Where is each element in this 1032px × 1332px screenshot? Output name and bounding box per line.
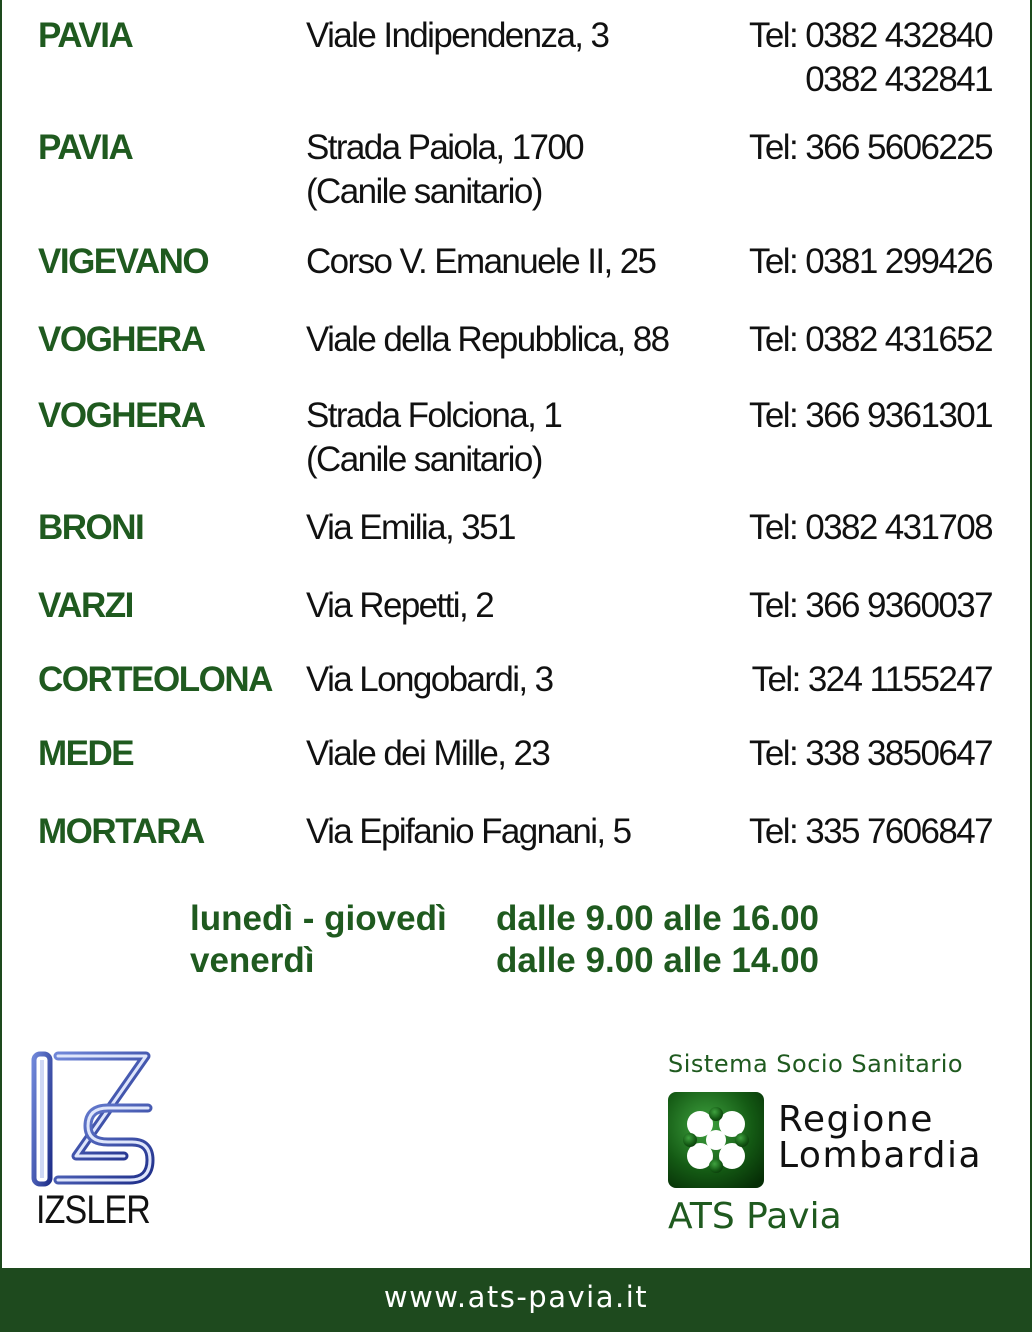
footer-bar bbox=[0, 1268, 1032, 1332]
office-phone bbox=[749, 240, 992, 284]
office-address bbox=[306, 584, 493, 628]
office-address bbox=[306, 126, 583, 214]
office-city: MEDE bbox=[38, 734, 134, 773]
address-line: Viale della Repubblica, 88 bbox=[306, 320, 669, 359]
office-address bbox=[306, 658, 553, 702]
region-name bbox=[778, 1099, 983, 1176]
website-link[interactable]: www.ats-pavia.it bbox=[383, 1280, 649, 1314]
phone-number[interactable]: Tel: 366 9361301 bbox=[749, 396, 992, 435]
address-line: Corso V. Emanuele II, 25 bbox=[306, 242, 656, 281]
office-address bbox=[306, 506, 515, 550]
phone-number[interactable]: Tel: 0381 299426 bbox=[749, 242, 992, 281]
phone-number[interactable]: Tel: 335 7606847 bbox=[749, 812, 992, 851]
office-address bbox=[306, 240, 655, 284]
hours-days: venerdì bbox=[190, 941, 315, 980]
office-address bbox=[306, 318, 669, 362]
izsler-label: IZSLER bbox=[36, 1188, 150, 1232]
office-phone bbox=[749, 126, 992, 170]
regione-lombardia-logo-icon bbox=[668, 1092, 764, 1188]
office-address bbox=[306, 394, 561, 482]
address-line: Via Repetti, 2 bbox=[306, 586, 494, 625]
left-border bbox=[0, 0, 2, 1268]
office-address bbox=[306, 810, 630, 854]
address-line: Strada Folciona, 1 bbox=[306, 396, 562, 435]
address-line: Via Longobardi, 3 bbox=[306, 660, 553, 699]
office-city: PAVIA bbox=[38, 128, 133, 167]
region-line-1: Regione bbox=[778, 1099, 934, 1140]
office-phone bbox=[749, 506, 992, 550]
phone-number[interactable]: Tel: 338 3850647 bbox=[749, 734, 992, 773]
office-city: VOGHERA bbox=[38, 320, 205, 359]
phone-number[interactable]: Tel: 366 5606225 bbox=[749, 128, 992, 167]
office-phone bbox=[749, 394, 992, 438]
office-phone bbox=[749, 318, 992, 362]
office-city: BRONI bbox=[38, 508, 144, 547]
address-line: Strada Paiola, 1700 bbox=[306, 128, 584, 167]
phone-number[interactable]: Tel: 0382 431708 bbox=[749, 508, 992, 547]
office-address bbox=[306, 732, 549, 776]
office-phone bbox=[749, 810, 992, 854]
office-city: VOGHERA bbox=[38, 396, 205, 435]
address-line: Viale dei Mille, 23 bbox=[306, 734, 550, 773]
phone-number[interactable]: Tel: 0382 431652 bbox=[749, 320, 992, 359]
address-line: (Canile sanitario) bbox=[306, 172, 542, 211]
office-city: VARZI bbox=[38, 586, 133, 625]
office-address bbox=[306, 14, 608, 58]
office-phone bbox=[749, 732, 992, 776]
hours-time: dalle 9.00 alle 14.00 bbox=[496, 941, 820, 980]
office-city: MORTARA bbox=[38, 812, 204, 851]
office-city: PAVIA bbox=[38, 16, 133, 55]
phone-number[interactable]: Tel: 366 9360037 bbox=[749, 586, 992, 625]
address-line: Via Emilia, 351 bbox=[306, 508, 515, 547]
address-line: Viale Indipendenza, 3 bbox=[306, 16, 609, 55]
hours-days: lunedì - giovedì bbox=[190, 899, 447, 938]
office-city: CORTEOLONA bbox=[38, 660, 272, 699]
region-line-2: Lombardia bbox=[778, 1135, 983, 1176]
ats-label: ATS Pavia bbox=[668, 1196, 842, 1237]
hours-time: dalle 9.00 alle 16.00 bbox=[496, 899, 820, 938]
office-phone bbox=[749, 14, 992, 102]
address-line: (Canile sanitario) bbox=[306, 440, 542, 479]
office-phone bbox=[752, 658, 992, 702]
office-phone bbox=[749, 584, 992, 628]
phone-number[interactable]: Tel: 0382 432840 bbox=[749, 16, 992, 55]
phone-number[interactable]: 0382 432841 bbox=[805, 60, 992, 99]
phone-number[interactable]: Tel: 324 1155247 bbox=[751, 660, 992, 699]
office-city: VIGEVANO bbox=[38, 242, 209, 281]
system-label: Sistema Socio Sanitario bbox=[668, 1050, 964, 1078]
address-line: Via Epifanio Fagnani, 5 bbox=[306, 812, 631, 851]
